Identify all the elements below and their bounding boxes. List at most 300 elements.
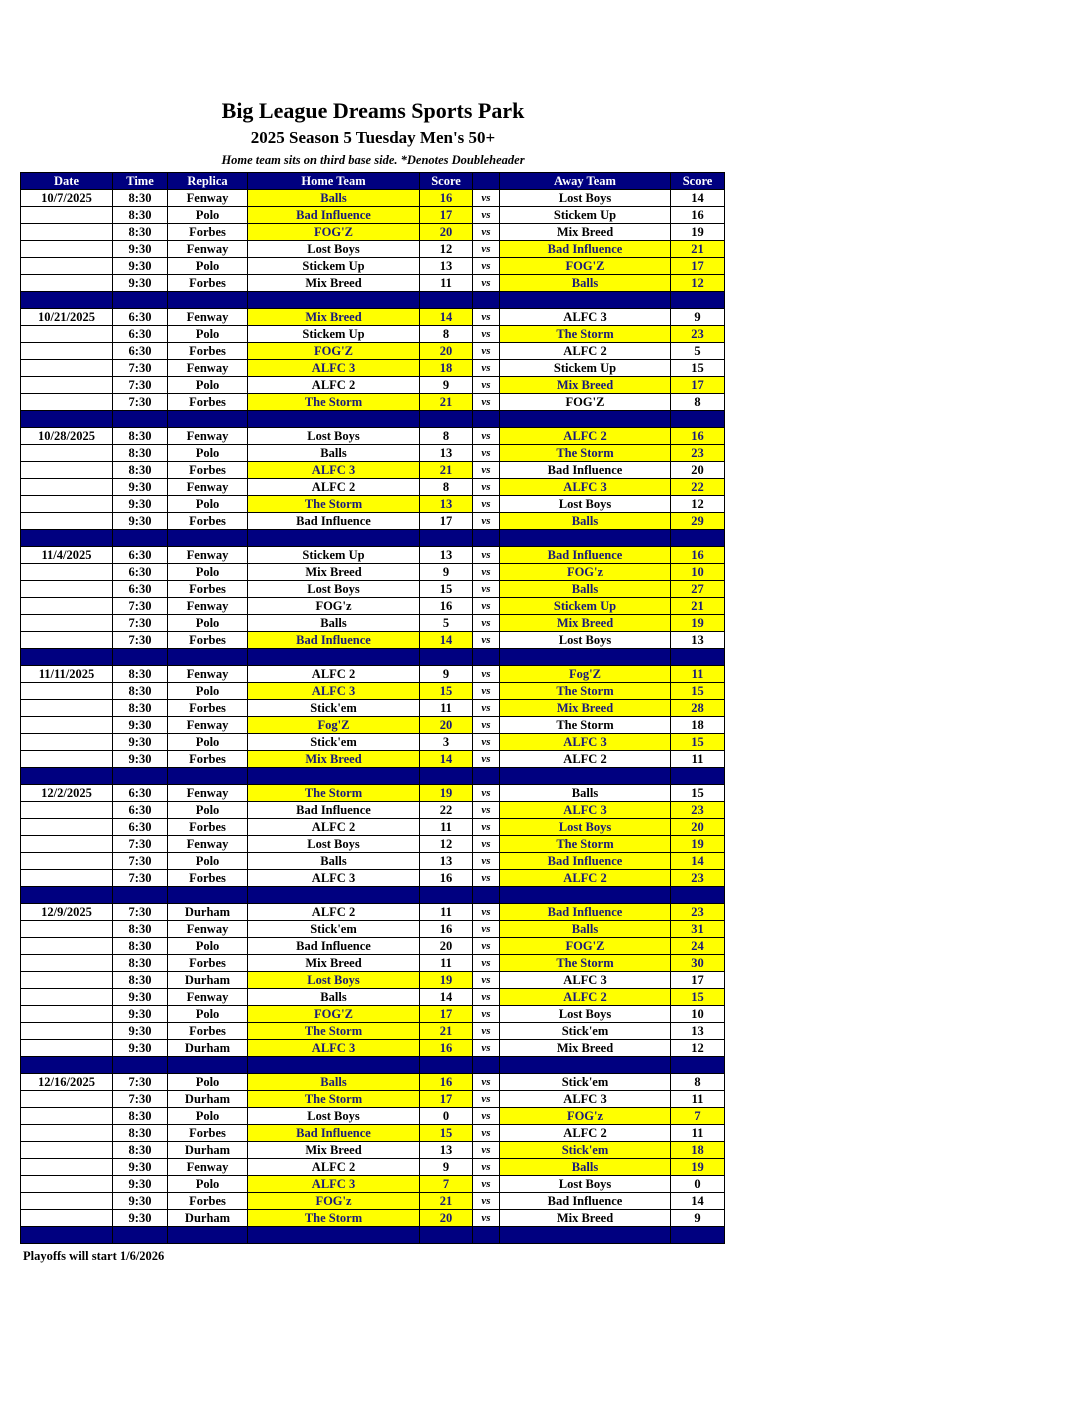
- table-row: [21, 343, 725, 360]
- date-cell: [21, 1142, 113, 1159]
- replica-cell: Forbes: [168, 513, 248, 530]
- home-team-cell: The Storm: [248, 1210, 420, 1227]
- home-team-cell: ALFC 2: [248, 377, 420, 394]
- col-away-team-header: Away Team: [500, 173, 671, 190]
- replica-cell: Polo: [168, 683, 248, 700]
- date-cell: [21, 921, 113, 938]
- time-cell: 6:30: [113, 581, 168, 598]
- home-team-cell: The Storm: [248, 785, 420, 802]
- time-cell: 8:30: [113, 1125, 168, 1142]
- table-row: [21, 955, 725, 972]
- away-score-cell: 23: [671, 904, 725, 921]
- date-cell: [21, 1159, 113, 1176]
- table-row: [21, 717, 725, 734]
- vs-cell: vs: [473, 377, 500, 394]
- col-date-header: Date: [21, 173, 113, 190]
- home-score-cell: 3: [420, 734, 473, 751]
- home-score-cell: 9: [420, 1159, 473, 1176]
- table-row: [21, 1023, 725, 1040]
- home-team-cell: Stickem Up: [248, 547, 420, 564]
- table-row: [21, 666, 725, 683]
- date-cell: [21, 1210, 113, 1227]
- replica-cell: Fenway: [168, 547, 248, 564]
- table-header-row: [21, 173, 725, 190]
- vs-cell: vs: [473, 394, 500, 411]
- away-team-cell: Lost Boys: [500, 190, 671, 207]
- separator-cell: [113, 292, 168, 309]
- away-team-cell: ALFC 3: [500, 1091, 671, 1108]
- home-team-cell: Mix Breed: [248, 955, 420, 972]
- separator-cell: [113, 768, 168, 785]
- replica-cell: Forbes: [168, 275, 248, 292]
- home-team-cell: Lost Boys: [248, 241, 420, 258]
- home-score-cell: 14: [420, 751, 473, 768]
- away-team-cell: ALFC 3: [500, 802, 671, 819]
- time-cell: 8:30: [113, 445, 168, 462]
- home-score-cell: 12: [420, 241, 473, 258]
- away-team-cell: Stick'em: [500, 1074, 671, 1091]
- vs-cell: vs: [473, 479, 500, 496]
- home-score-cell: 8: [420, 479, 473, 496]
- table-row: [21, 853, 725, 870]
- time-cell: 6:30: [113, 326, 168, 343]
- time-cell: 6:30: [113, 802, 168, 819]
- table-row: [21, 513, 725, 530]
- separator-cell: [21, 649, 113, 666]
- replica-cell: Durham: [168, 1040, 248, 1057]
- vs-cell: vs: [473, 360, 500, 377]
- separator-cell: [473, 1057, 500, 1074]
- date-cell: [21, 700, 113, 717]
- home-team-cell: ALFC 3: [248, 683, 420, 700]
- home-score-cell: 8: [420, 428, 473, 445]
- away-score-cell: 12: [671, 1040, 725, 1057]
- time-cell: 7:30: [113, 615, 168, 632]
- replica-cell: Fenway: [168, 1159, 248, 1176]
- home-team-cell: Balls: [248, 445, 420, 462]
- col-vs-header: [473, 173, 500, 190]
- away-score-cell: 24: [671, 938, 725, 955]
- table-row: [21, 700, 725, 717]
- table-row: [21, 1159, 725, 1176]
- time-cell: 9:30: [113, 513, 168, 530]
- home-score-cell: 5: [420, 615, 473, 632]
- replica-cell: Durham: [168, 972, 248, 989]
- time-cell: 6:30: [113, 309, 168, 326]
- home-score-cell: 21: [420, 1193, 473, 1210]
- away-score-cell: 22: [671, 479, 725, 496]
- vs-cell: vs: [473, 717, 500, 734]
- away-score-cell: 19: [671, 224, 725, 241]
- table-row: [21, 360, 725, 377]
- away-score-cell: 15: [671, 989, 725, 1006]
- home-team-cell: Lost Boys: [248, 428, 420, 445]
- time-cell: 6:30: [113, 343, 168, 360]
- away-score-cell: 12: [671, 496, 725, 513]
- date-cell: [21, 615, 113, 632]
- date-cell: [21, 343, 113, 360]
- vs-cell: vs: [473, 632, 500, 649]
- away-score-cell: 5: [671, 343, 725, 360]
- home-team-cell: Mix Breed: [248, 751, 420, 768]
- home-score-cell: 11: [420, 819, 473, 836]
- away-score-cell: 17: [671, 972, 725, 989]
- home-team-cell: Mix Breed: [248, 309, 420, 326]
- home-score-cell: 14: [420, 989, 473, 1006]
- table-row: [21, 751, 725, 768]
- date-cell: [21, 1125, 113, 1142]
- vs-cell: vs: [473, 1193, 500, 1210]
- time-cell: 8:30: [113, 938, 168, 955]
- away-team-cell: Mix Breed: [500, 224, 671, 241]
- away-score-cell: 28: [671, 700, 725, 717]
- home-team-cell: ALFC 3: [248, 870, 420, 887]
- away-team-cell: Bad Influence: [500, 853, 671, 870]
- date-cell: 10/21/2025: [21, 309, 113, 326]
- col-replica-header: Replica: [168, 173, 248, 190]
- home-score-cell: 8: [420, 326, 473, 343]
- away-team-cell: Stick'em: [500, 1142, 671, 1159]
- away-team-cell: Mix Breed: [500, 377, 671, 394]
- date-cell: [21, 326, 113, 343]
- away-team-cell: Stickem Up: [500, 598, 671, 615]
- time-cell: 9:30: [113, 258, 168, 275]
- replica-cell: Fenway: [168, 428, 248, 445]
- away-team-cell: ALFC 2: [500, 870, 671, 887]
- vs-cell: vs: [473, 326, 500, 343]
- separator-cell: [248, 1227, 420, 1244]
- separator-cell: [21, 411, 113, 428]
- date-cell: [21, 581, 113, 598]
- separator-cell: [671, 1227, 725, 1244]
- vs-cell: vs: [473, 1108, 500, 1125]
- separator-cell: [671, 292, 725, 309]
- away-team-cell: Stickem Up: [500, 360, 671, 377]
- vs-cell: vs: [473, 1023, 500, 1040]
- home-score-cell: 13: [420, 853, 473, 870]
- away-score-cell: 23: [671, 802, 725, 819]
- date-cell: 12/16/2025: [21, 1074, 113, 1091]
- away-score-cell: 14: [671, 190, 725, 207]
- away-team-cell: The Storm: [500, 955, 671, 972]
- home-team-cell: Mix Breed: [248, 1142, 420, 1159]
- time-cell: 8:30: [113, 666, 168, 683]
- time-cell: 9:30: [113, 241, 168, 258]
- table-row: [21, 190, 725, 207]
- separator-cell: [671, 530, 725, 547]
- separator-cell: [113, 530, 168, 547]
- date-cell: [21, 870, 113, 887]
- time-cell: 9:30: [113, 496, 168, 513]
- home-team-cell: FOG'Z: [248, 224, 420, 241]
- vs-cell: vs: [473, 1125, 500, 1142]
- separator-cell: [248, 530, 420, 547]
- vs-cell: vs: [473, 751, 500, 768]
- playoffs-note: Playoffs will start 1/6/2026: [23, 1249, 165, 1263]
- table-row: [21, 1210, 725, 1227]
- away-team-cell: The Storm: [500, 326, 671, 343]
- separator-cell: [500, 530, 671, 547]
- date-cell: [21, 360, 113, 377]
- date-cell: [21, 224, 113, 241]
- away-score-cell: 8: [671, 394, 725, 411]
- replica-cell: Forbes: [168, 1023, 248, 1040]
- vs-cell: vs: [473, 496, 500, 513]
- date-cell: [21, 836, 113, 853]
- time-cell: 7:30: [113, 1074, 168, 1091]
- away-score-cell: 16: [671, 547, 725, 564]
- away-score-cell: 9: [671, 1210, 725, 1227]
- home-team-cell: ALFC 2: [248, 819, 420, 836]
- away-score-cell: 19: [671, 615, 725, 632]
- table-row: [21, 734, 725, 751]
- home-score-cell: 9: [420, 377, 473, 394]
- away-score-cell: 11: [671, 1125, 725, 1142]
- date-cell: [21, 275, 113, 292]
- date-cell: 10/28/2025: [21, 428, 113, 445]
- replica-cell: Fenway: [168, 836, 248, 853]
- date-cell: [21, 1193, 113, 1210]
- home-team-cell: Lost Boys: [248, 1108, 420, 1125]
- home-score-cell: 21: [420, 394, 473, 411]
- home-team-cell: Bad Influence: [248, 513, 420, 530]
- date-cell: 10/7/2025: [21, 190, 113, 207]
- home-team-cell: Mix Breed: [248, 564, 420, 581]
- away-team-cell: Mix Breed: [500, 1210, 671, 1227]
- away-score-cell: 23: [671, 326, 725, 343]
- replica-cell: Forbes: [168, 581, 248, 598]
- home-team-cell: The Storm: [248, 394, 420, 411]
- vs-cell: vs: [473, 819, 500, 836]
- separator-cell: [671, 649, 725, 666]
- vs-cell: vs: [473, 275, 500, 292]
- separator-cell: [21, 1057, 113, 1074]
- replica-cell: Durham: [168, 1142, 248, 1159]
- schedule-note: Home team sits on third base side. *Denotes Doubleheader: [221, 153, 525, 167]
- page-title: Big League Dreams Sports Park: [221, 98, 525, 123]
- vs-cell: vs: [473, 921, 500, 938]
- separator-cell: [168, 1057, 248, 1074]
- table-row: [21, 445, 725, 462]
- home-team-cell: ALFC 2: [248, 666, 420, 683]
- replica-cell: Fenway: [168, 921, 248, 938]
- vs-cell: vs: [473, 309, 500, 326]
- date-cell: [21, 734, 113, 751]
- away-score-cell: 23: [671, 445, 725, 462]
- time-cell: 9:30: [113, 734, 168, 751]
- home-score-cell: 20: [420, 224, 473, 241]
- separator-cell: [671, 411, 725, 428]
- home-score-cell: 16: [420, 870, 473, 887]
- time-cell: 8:30: [113, 190, 168, 207]
- table-row: [21, 394, 725, 411]
- separator-cell: [473, 768, 500, 785]
- home-score-cell: 12: [420, 836, 473, 853]
- separator-cell: [500, 1057, 671, 1074]
- home-score-cell: 21: [420, 462, 473, 479]
- replica-cell: Forbes: [168, 1125, 248, 1142]
- home-team-cell: The Storm: [248, 1023, 420, 1040]
- date-cell: [21, 1176, 113, 1193]
- separator-cell: [473, 887, 500, 904]
- date-cell: 12/9/2025: [21, 904, 113, 921]
- separator-cell: [248, 768, 420, 785]
- replica-cell: Forbes: [168, 955, 248, 972]
- separator-cell: [500, 1227, 671, 1244]
- table-row: [21, 632, 725, 649]
- home-score-cell: 16: [420, 1040, 473, 1057]
- replica-cell: Fenway: [168, 190, 248, 207]
- away-team-cell: Balls: [500, 921, 671, 938]
- date-cell: [21, 819, 113, 836]
- replica-cell: Fenway: [168, 241, 248, 258]
- table-row: [21, 785, 725, 802]
- away-score-cell: 15: [671, 734, 725, 751]
- home-team-cell: Lost Boys: [248, 581, 420, 598]
- replica-cell: Polo: [168, 445, 248, 462]
- home-score-cell: 22: [420, 802, 473, 819]
- home-team-cell: ALFC 2: [248, 1159, 420, 1176]
- week-separator-row: [21, 1227, 725, 1244]
- date-cell: [21, 938, 113, 955]
- separator-cell: [168, 411, 248, 428]
- week-separator-row: [21, 1057, 725, 1074]
- away-team-cell: Bad Influence: [500, 1193, 671, 1210]
- away-team-cell: ALFC 2: [500, 343, 671, 360]
- schedule-body: [21, 190, 725, 1244]
- away-score-cell: 17: [671, 258, 725, 275]
- away-team-cell: ALFC 3: [500, 734, 671, 751]
- separator-cell: [21, 1227, 113, 1244]
- away-score-cell: 11: [671, 1091, 725, 1108]
- table-row: [21, 275, 725, 292]
- away-score-cell: 30: [671, 955, 725, 972]
- table-row: [21, 462, 725, 479]
- vs-cell: vs: [473, 972, 500, 989]
- vs-cell: vs: [473, 1074, 500, 1091]
- replica-cell: Durham: [168, 1091, 248, 1108]
- away-team-cell: Balls: [500, 513, 671, 530]
- away-score-cell: 19: [671, 836, 725, 853]
- vs-cell: vs: [473, 564, 500, 581]
- date-cell: [21, 1006, 113, 1023]
- replica-cell: Fenway: [168, 598, 248, 615]
- home-score-cell: 16: [420, 1074, 473, 1091]
- home-team-cell: ALFC 2: [248, 904, 420, 921]
- home-team-cell: Fog'Z: [248, 717, 420, 734]
- away-score-cell: 7: [671, 1108, 725, 1125]
- time-cell: 8:30: [113, 955, 168, 972]
- away-team-cell: Bad Influence: [500, 241, 671, 258]
- away-team-cell: Lost Boys: [500, 1176, 671, 1193]
- separator-cell: [168, 530, 248, 547]
- replica-cell: Fenway: [168, 479, 248, 496]
- separator-cell: [168, 292, 248, 309]
- away-score-cell: 17: [671, 377, 725, 394]
- home-score-cell: 20: [420, 343, 473, 360]
- vs-cell: vs: [473, 836, 500, 853]
- away-team-cell: FOG'Z: [500, 938, 671, 955]
- home-score-cell: 13: [420, 547, 473, 564]
- time-cell: 8:30: [113, 700, 168, 717]
- replica-cell: Fenway: [168, 717, 248, 734]
- home-score-cell: 17: [420, 1006, 473, 1023]
- replica-cell: Fenway: [168, 989, 248, 1006]
- home-team-cell: FOG'z: [248, 598, 420, 615]
- vs-cell: vs: [473, 258, 500, 275]
- table-row: [21, 1193, 725, 1210]
- vs-cell: vs: [473, 445, 500, 462]
- separator-cell: [248, 292, 420, 309]
- home-score-cell: 14: [420, 309, 473, 326]
- home-score-cell: 7: [420, 1176, 473, 1193]
- vs-cell: vs: [473, 598, 500, 615]
- table-row: [21, 428, 725, 445]
- home-team-cell: FOG'z: [248, 1193, 420, 1210]
- time-cell: 9:30: [113, 1193, 168, 1210]
- vs-cell: vs: [473, 853, 500, 870]
- time-cell: 8:30: [113, 207, 168, 224]
- date-cell: [21, 955, 113, 972]
- vs-cell: vs: [473, 462, 500, 479]
- table-row: [21, 921, 725, 938]
- date-cell: [21, 989, 113, 1006]
- home-team-cell: FOG'Z: [248, 1006, 420, 1023]
- vs-cell: vs: [473, 938, 500, 955]
- time-cell: 9:30: [113, 1023, 168, 1040]
- home-team-cell: Lost Boys: [248, 972, 420, 989]
- home-team-cell: ALFC 2: [248, 479, 420, 496]
- away-score-cell: 27: [671, 581, 725, 598]
- away-score-cell: 23: [671, 870, 725, 887]
- week-separator-row: [21, 887, 725, 904]
- replica-cell: Polo: [168, 1074, 248, 1091]
- time-cell: 6:30: [113, 547, 168, 564]
- vs-cell: vs: [473, 1006, 500, 1023]
- separator-cell: [113, 887, 168, 904]
- date-cell: [21, 462, 113, 479]
- replica-cell: Polo: [168, 564, 248, 581]
- replica-cell: Forbes: [168, 224, 248, 241]
- home-team-cell: Balls: [248, 190, 420, 207]
- date-cell: [21, 1091, 113, 1108]
- home-score-cell: 20: [420, 938, 473, 955]
- replica-cell: Forbes: [168, 1193, 248, 1210]
- home-score-cell: 15: [420, 683, 473, 700]
- home-score-cell: 13: [420, 445, 473, 462]
- table-row: [21, 683, 725, 700]
- separator-cell: [671, 1057, 725, 1074]
- col-home-score-header: Score: [420, 173, 473, 190]
- table-row: [21, 377, 725, 394]
- separator-cell: [500, 768, 671, 785]
- vs-cell: vs: [473, 955, 500, 972]
- date-cell: [21, 207, 113, 224]
- replica-cell: Durham: [168, 904, 248, 921]
- home-score-cell: 17: [420, 513, 473, 530]
- home-team-cell: Stickem Up: [248, 326, 420, 343]
- home-team-cell: Stick'em: [248, 921, 420, 938]
- time-cell: 7:30: [113, 598, 168, 615]
- away-score-cell: 10: [671, 1006, 725, 1023]
- away-team-cell: ALFC 2: [500, 1125, 671, 1142]
- vs-cell: vs: [473, 904, 500, 921]
- date-cell: 11/4/2025: [21, 547, 113, 564]
- vs-cell: vs: [473, 1142, 500, 1159]
- separator-cell: [168, 649, 248, 666]
- away-team-cell: ALFC 2: [500, 989, 671, 1006]
- table-row: [21, 1040, 725, 1057]
